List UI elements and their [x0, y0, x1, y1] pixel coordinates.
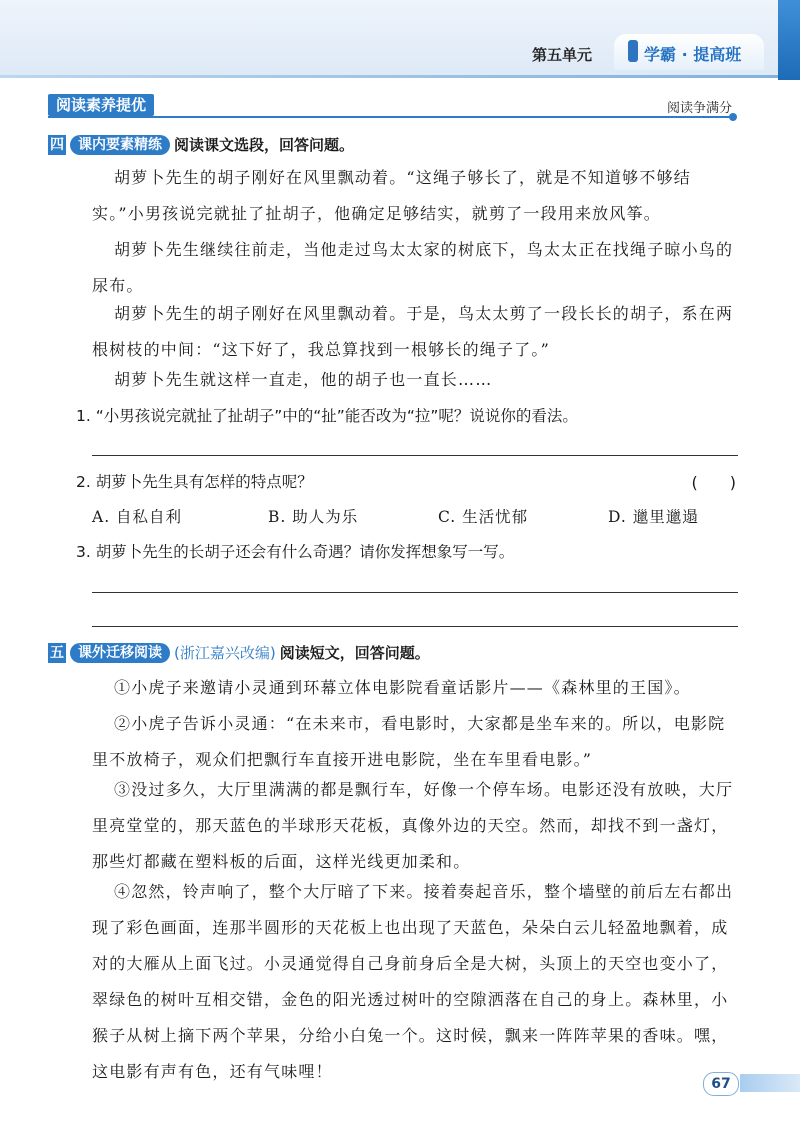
part5-heading: [48, 642, 430, 663]
brand-logo-icon: [628, 40, 638, 62]
passage2-paragraph: ③没过多久，大厅里满满的都是飘行车，好像一个停车场。电影还没有放映，大厅里亮堂堂的，那天蓝色的半球形天花板，真像外边的天空。然而，却找不到一盏灯，那些灯都藏在塑料板的后面，这样光线更加柔和。: [92, 780, 734, 871]
section-divider: [48, 116, 734, 118]
part5-number: 五: [50, 644, 64, 661]
passage1-paragraph: 胡萝卜先生的胡子刚好在风里飘动着。“这绳子够长了，就是不知道够不够结实。”小男孩说完就扯了扯胡子，他确定足够结实，就剪了一段用来放风筝。: [92, 168, 691, 223]
part4-number: 四: [50, 136, 64, 153]
part5-source: (浙江嘉兴改编): [174, 644, 276, 662]
part4-tag: 课内要素精练: [70, 135, 170, 155]
option-b[interactable]: B. 助人为乐: [268, 508, 359, 526]
part4-heading: [48, 134, 354, 155]
brand-name: 学霸 · 提高班: [644, 45, 742, 64]
question-2: 2. 胡萝卜先生具有怎样的特点呢？: [76, 473, 313, 491]
page-number: 67: [703, 1072, 739, 1096]
option-d[interactable]: D. 邋里邋遢: [608, 508, 699, 526]
passage1-paragraph: 胡萝卜先生继续往前走，当他走过鸟太太家的树底下，鸟太太正在找绳子晾小鸟的尿布。: [92, 240, 734, 295]
unit-label: 第五单元: [532, 46, 593, 64]
section-subtitle: 阅读争满分: [666, 101, 732, 116]
passage2-paragraph: ④忽然，铃声响了，整个大厅暗了下来。接着奏起音乐，整个墙壁的前后左右都出现了彩色画面，连那半圆形的天花板上也出现了天蓝色，朵朵白云儿轻盈地飘着，成对的大雁从上面飞过。小灵通觉得自己身前身后全是大树，头顶上的天空也变小了，翠绿色的树叶互相交错，金色的阳光透过树叶的空隙洒落在自己的身上。森林里，小猴子从树上摘下两个苹果，分给小白兔一个。这时候，飘来一阵阵苹果的香味。嘿，这电影有声有色，还有气味哩！: [92, 882, 734, 1081]
page-number-bar: [740, 1074, 800, 1092]
section-title: 阅读素养提优: [48, 94, 154, 116]
answer-line[interactable]: [92, 592, 738, 593]
edge-stripe: [778, 0, 800, 80]
answer-line[interactable]: [92, 626, 738, 627]
passage1-paragraph: 胡萝卜先生的胡子刚好在风里飘动着。于是，鸟太太剪了一段长长的胡子，系在两根树枝的中间：“这下好了，我总算找到一根够长的绳子了。”: [92, 304, 734, 359]
option-c[interactable]: C. 生活忧郁: [438, 508, 529, 526]
part4-instruction: 阅读课文选段，回答问题。: [174, 136, 355, 154]
answer-line[interactable]: [92, 455, 738, 456]
answer-bracket[interactable]: ( ): [691, 473, 736, 492]
question-3: 3. 胡萝卜先生的长胡子还会有什么奇遇？请你发挥想象写一写。: [76, 543, 515, 561]
passage2-paragraph: ②小虎子告诉小灵通：“在未来市，看电影时，大家都是坐车来的。所以，电影院里不放椅子，观众们把飘行车直接开进电影院，坐在车里看电影。”: [92, 714, 726, 769]
part5-instruction: 阅读短文，回答问题。: [279, 644, 430, 662]
passage2-paragraph: ①小虎子来邀请小灵通到环幕立体电影院看童话影片——《森林里的王国》。: [114, 678, 691, 697]
question-1: 1. “小男孩说完就扯了扯胡子”中的“扯”能否改为“拉”呢？说说你的看法。: [76, 407, 578, 425]
part5-tag: 课外迁移阅读: [70, 643, 170, 663]
option-a[interactable]: A. 自私自利: [92, 508, 183, 526]
passage1-paragraph: 胡萝卜先生就这样一直走，他的胡子也一直长……: [114, 370, 493, 389]
